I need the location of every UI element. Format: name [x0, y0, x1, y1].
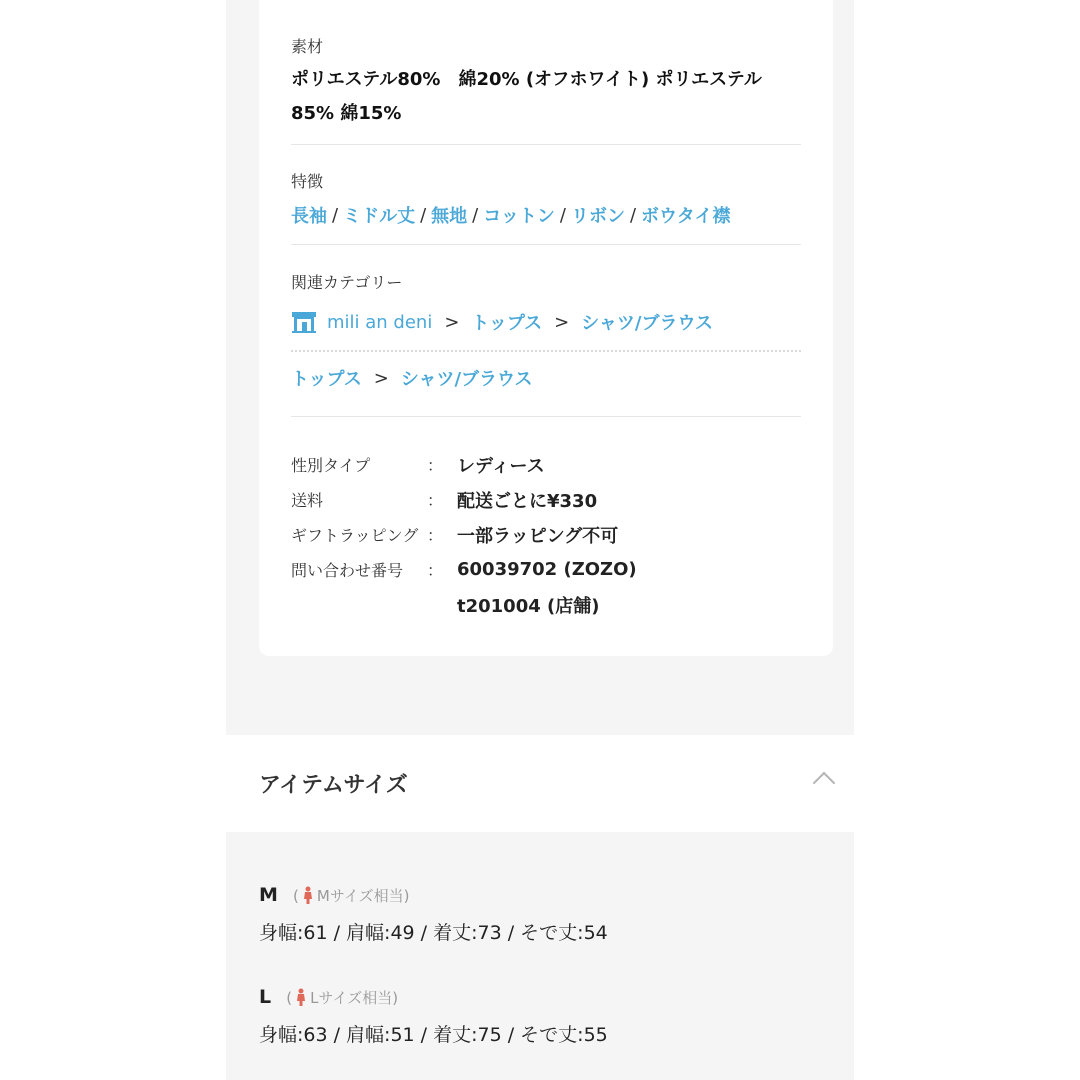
detail-value: 一部ラッピング不可 [457, 525, 619, 547]
detail-key: 性別タイプ [291, 456, 371, 475]
paren: ( [286, 989, 293, 1007]
feature-link[interactable]: 無地 [431, 206, 468, 227]
separator: / [332, 204, 339, 226]
feature-link[interactable]: 長袖 [291, 206, 327, 227]
detail-value: レディース [457, 455, 545, 477]
brand-link[interactable]: mili an deni [327, 311, 433, 333]
detail-key: 送料 [291, 491, 324, 510]
size-entry [259, 884, 608, 945]
category-row-2 [291, 365, 801, 391]
features-label: 特徴 [291, 172, 324, 191]
arrow: > [554, 311, 570, 333]
material-label: 素材 [291, 37, 324, 56]
size-equiv-text: Lサイズ相当) [310, 989, 399, 1007]
feature-link[interactable]: コットン [483, 206, 555, 227]
divider [291, 416, 801, 417]
size-equivalent [286, 989, 398, 1007]
features-section [291, 169, 801, 228]
separator: / [420, 204, 427, 226]
features-list [291, 202, 801, 228]
person-icon [303, 886, 313, 904]
size-equivalent [293, 887, 409, 905]
dotted-divider [291, 350, 801, 352]
detail-row [291, 587, 801, 622]
product-info-card [259, 0, 833, 656]
detail-value: 60039702 (ZOZO) [457, 559, 637, 580]
detail-value: t201004 (店舗) [457, 595, 600, 617]
size-name: L [259, 986, 272, 1008]
detail-row [291, 552, 801, 587]
feature-link[interactable]: リボン [570, 206, 625, 227]
arrow: > [444, 311, 460, 333]
separator: / [629, 204, 637, 226]
detail-row [291, 517, 801, 552]
detail-key: ギフトラッピング [291, 526, 419, 545]
detail-colon: ： [427, 456, 444, 475]
details-table [291, 447, 801, 622]
chevron-up-icon[interactable] [813, 772, 836, 795]
category-link[interactable]: シャツ/ブラウス [400, 369, 533, 390]
categories-label: 関連カテゴリー [291, 273, 403, 292]
material-line1: ポリエステル80% 綿20% (オフホワイト) ポリエステル [291, 69, 762, 90]
item-size-title: アイテムサイズ [259, 773, 408, 798]
detail-colon: ： [427, 491, 444, 510]
category-link[interactable]: トップス [291, 369, 362, 390]
detail-key: 問い合わせ番号 [291, 561, 404, 580]
shop-icon [291, 310, 317, 334]
divider [291, 244, 801, 245]
feature-link[interactable]: ミドル丈 [343, 206, 416, 227]
material-line2: 85% 綿15% [291, 103, 402, 124]
category-link[interactable]: トップス [471, 313, 543, 334]
separator: / [472, 204, 479, 226]
size-measurements: 身幅:63 / 肩幅:51 / 着丈:75 / そで丈:55 [259, 1024, 608, 1046]
category-link[interactable]: シャツ/ブラウス [581, 313, 713, 334]
category-row-brand [291, 309, 801, 335]
detail-row [291, 447, 801, 482]
size-name: M [259, 884, 278, 906]
person-icon [296, 988, 306, 1006]
arrow: > [373, 367, 389, 389]
material-section [291, 34, 801, 131]
size-entry [259, 986, 608, 1047]
size-equiv-text: Mサイズ相当) [316, 887, 410, 905]
detail-row [291, 482, 801, 517]
feature-link[interactable]: ボウタイ襟 [641, 206, 731, 227]
size-measurements: 身幅:61 / 肩幅:49 / 着丈:73 / そで丈:54 [259, 922, 608, 944]
paren: ( [293, 887, 299, 905]
item-size-header[interactable] [226, 735, 854, 832]
detail-colon: ： [427, 526, 444, 545]
separator: / [559, 204, 566, 226]
divider [291, 144, 801, 145]
detail-colon: ： [427, 561, 444, 580]
detail-value: 配送ごとに¥330 [457, 490, 598, 512]
categories-section [291, 270, 801, 335]
